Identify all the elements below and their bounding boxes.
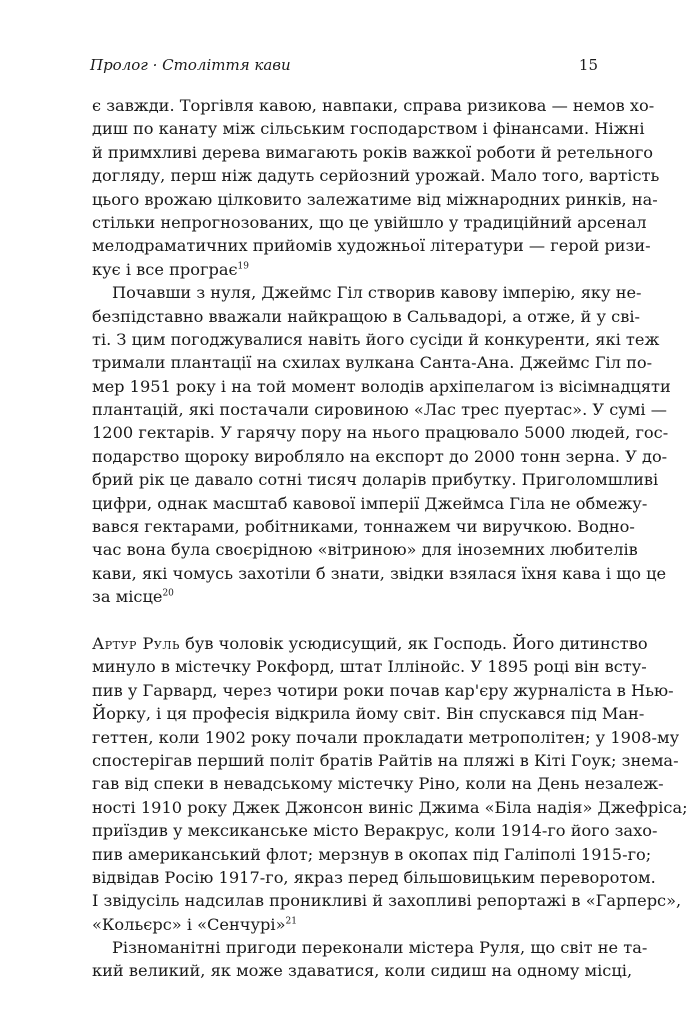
text-line: минуло в містечку Рокфорд, штат Іллінойс. У 1895 році він всту-	[92, 657, 647, 677]
text-line: догляду, перш ніж дадуть серйозний урожай. Мало того, вартість	[92, 166, 660, 186]
text-line: вався гектарами, робітниками, тоннажем чи виручкою. Водно-	[92, 517, 635, 537]
text-fragment: за місце	[92, 587, 163, 607]
text-line: мелодраматичних прийомів художньої літератури — герой ризи-	[92, 236, 651, 256]
paragraph-2	[92, 281, 671, 608]
text-line: тримали плантації на схилах вулкана Санта-Ана. Джеймс Гіл по-	[92, 353, 653, 373]
text-line: гав від спеки в невадському містечку Ріно, коли на День незалеж-	[92, 774, 664, 794]
section-break	[92, 609, 600, 632]
text-line: відвідав Росію 1917-го, якраз перед більшовицьким переворотом.	[92, 867, 656, 887]
paragraph-3	[92, 632, 688, 936]
text-line	[92, 913, 600, 936]
text-line: кий великий, як може здаватися, коли сидиш на одному місці,	[92, 961, 633, 981]
text-line: час вона була своєрідною «вітриною» для іноземних любителів	[92, 540, 638, 560]
text-line: спостерігав перший політ братів Райтів на пляжі в Кіті Гоук; знема-	[92, 750, 679, 770]
text-line: Йорку, і ця професія відкрила йому світ. Він спускався під Ман-	[92, 704, 645, 724]
text-line: 1200 гектарів. У гарячу пору на нього працювало 5000 людей, гос-	[92, 423, 669, 443]
text-line: Почавши з нуля, Джеймс Гіл створив кавову імперію, яку не-	[112, 283, 642, 303]
text-line: плантацій, які постачали сировиною «Лас трес пуертас». У сумі —	[92, 400, 667, 420]
text-line: мер 1951 року і на той момент володів архіпелагом із вісімнадцяти	[92, 376, 671, 396]
footnote-ref[interactable]: 21	[285, 916, 297, 927]
footnote-ref[interactable]: 19	[237, 261, 249, 272]
text-line: цього врожаю цілковито залежатиме від міжнародних ринків, на-	[92, 189, 658, 209]
text-line: пив американський флот; мерзнув в окопах під Галіполі 1915-го;	[92, 844, 652, 864]
page-number: 15	[578, 56, 598, 74]
text-line: подарство щороку виробляло на експорт до 2000 тонн зерна. У до-	[92, 446, 668, 466]
text-line: цифри, однак масштаб кавової імперії Джеймса Гіла не обмежу-	[92, 493, 648, 513]
paragraph-1	[92, 94, 660, 281]
text-line	[92, 258, 600, 281]
text-line: безпідставно вважали найкращою в Сальвадорі, а отже, й у сві-	[92, 306, 640, 326]
text-line: пив у Гарвард, через чотири роки почав кар'єру журналіста в Нью-	[92, 680, 674, 700]
text-fragment: був чоловік усюдисущий, як Господь. Його дитинство	[179, 633, 648, 653]
paragraph-4	[92, 936, 648, 983]
text-line	[92, 585, 600, 608]
text-line: І звідусіль надсилав проникливі й захопливі репортажі в «Гарперс»,	[92, 891, 682, 911]
running-head	[90, 56, 598, 80]
text-line: ності 1910 року Джек Джонсон виніс Джима «Біла надія» Джефріса;	[92, 797, 688, 817]
body-text	[92, 94, 688, 983]
text-fragment: «Кольєрс» і «Сенчурі»	[92, 914, 286, 934]
text-line	[92, 632, 648, 655]
text-line: геттен, коли 1902 року почали прокладати метрополітен; у 1908-му	[92, 727, 680, 747]
text-line: диш по канату між сільським господарством і фінансами. Ніжні	[92, 119, 645, 139]
running-title: Пролог · Століття кави	[90, 56, 291, 74]
text-fragment: кує і все програє	[92, 259, 238, 279]
text-line: кави, які чомусь захотіли б знати, звідки взялася їхня кава і що це	[92, 563, 667, 583]
text-line: є завжди. Торгівля кавою, навпаки, справа ризикова — немов хо-	[92, 96, 655, 115]
text-line: брий рік це давало сотні тисяч доларів прибутку. Приголомшливі	[92, 470, 659, 490]
text-line: й примхливі дерева вимагають років важкої роботи й ретельного	[92, 142, 654, 162]
text-line: стільки непрогнозованих, що це увійшло у традиційний арсенал	[92, 212, 647, 232]
footnote-ref[interactable]: 20	[162, 588, 174, 599]
lead-in-name: Артур Руль	[92, 633, 180, 653]
text-line: приїздив у мексиканське місто Веракрус, коли 1914-го його захо-	[92, 821, 658, 841]
text-line: Різноманітні пригоди переконали містера Руля, що світ не та-	[112, 938, 648, 958]
text-line: ті. З цим погоджувалися навіть його сусіди й конкуренти, які теж	[92, 329, 660, 349]
